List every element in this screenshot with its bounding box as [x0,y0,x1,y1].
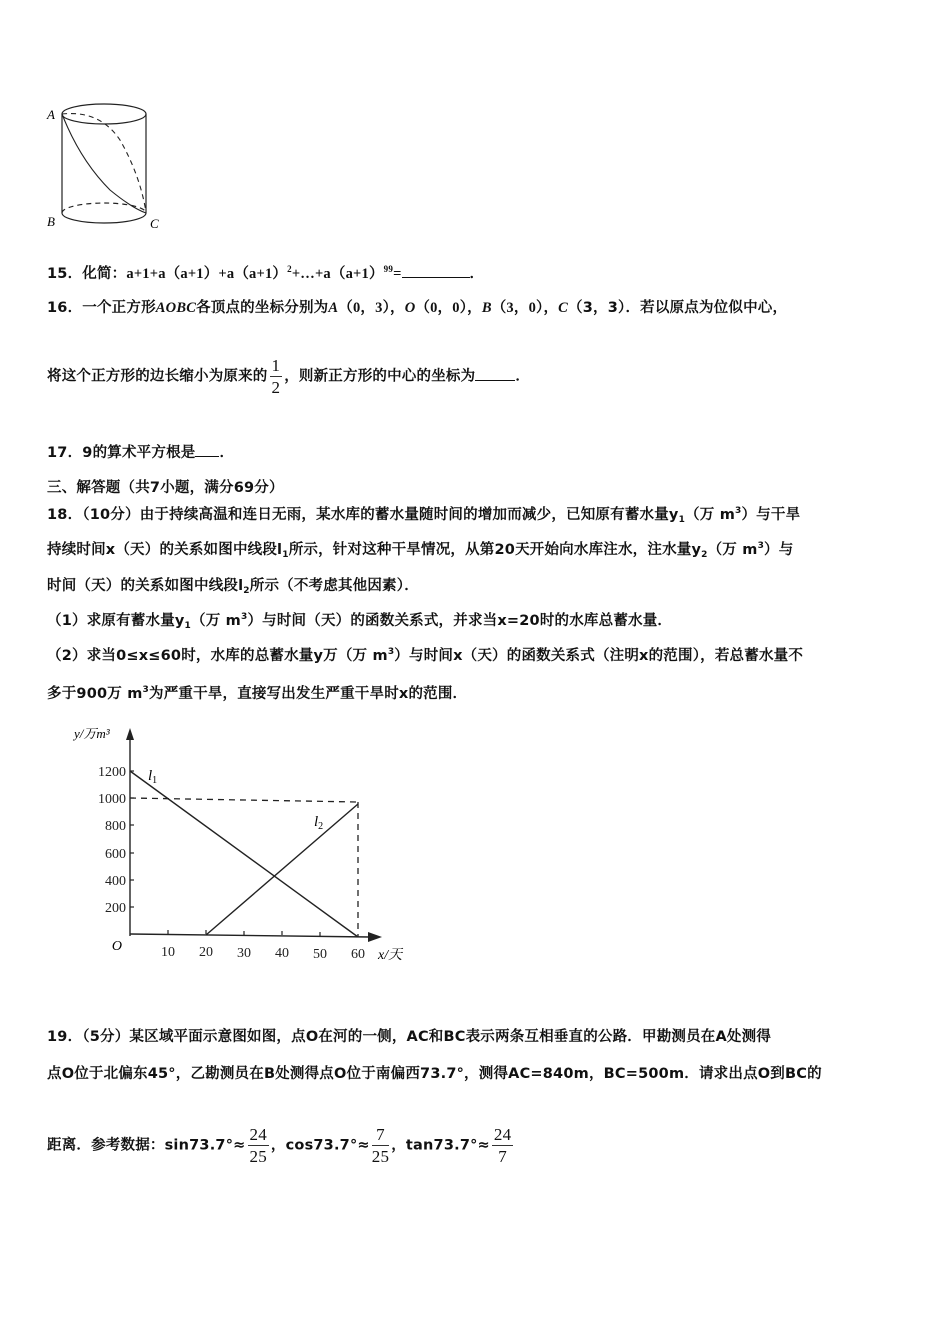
score: （5分） [82,1029,130,1045]
question-18-line-2: 持续时间x（天）的关系如图中线段$l_1$所示，针对这种干旱情况，从第20天开始向水库注水，注水量$y_2$（万 $m^3$）与 [47,541,794,560]
fraction-cos: $\frac{7}{25}$ [371,1125,390,1166]
cylinder-diagram [40,100,180,245]
coord-a: （0，3）， [338,300,405,316]
answer-blank[interactable] [475,368,515,381]
point-o: O [404,300,416,316]
text: （1）求原有蓄水量y [47,613,185,629]
question-16-line-1 [47,296,787,317]
y-axis-arrow-icon [126,728,134,740]
x-axis-label: x/天 [378,948,403,963]
svg-text:600: 600 [105,847,126,862]
question-15 [47,262,484,283]
question-19-line-1 [47,1025,771,1046]
text: ，cos73.7°≈ [270,1137,370,1154]
question-number: 19． [47,1029,83,1045]
text: （2）求当0≤x≤60时，水库的总蓄水量y万（万 m [47,648,388,664]
text: 一个正方形 [82,300,156,316]
line-l1 [130,771,358,937]
answer-blank[interactable] [402,265,470,278]
text: 各顶点的坐标分别为 [196,300,329,316]
svg-text:800: 800 [105,819,126,834]
period: ． [469,266,485,282]
text: 距离．参考数据：sin73.7°≈ [47,1137,246,1154]
text: 某区域平面示意图如图，点O在河的一侧，AC和BC表示两条互相垂直的公路．甲勘测员在A处测得 [129,1029,772,1045]
svg-text:50: 50 [313,947,327,962]
question-19-line-3 [47,1125,515,1166]
point-c: C [558,300,569,316]
label-l2: $l_2$ [314,814,324,832]
question-19-line-2 [47,1062,822,1083]
question-17 [47,441,234,462]
question-18-part-1: （1）求原有蓄水量$y_1$（万 $m^3$）与时间（天）的函数关系式，并求当x=20时的水库总蓄水量． [47,612,673,631]
fraction-sin: $\frac{24}{25}$ [249,1125,267,1166]
point-b-label: B [47,214,55,229]
question-prompt: 化简： [82,266,127,282]
text: 持续时间x（天）的关系如图中线段l [47,542,283,558]
svg-text:40: 40 [275,946,289,961]
question-18-part-2: （2）求当0≤x≤60时，水库的总蓄水量y万（万 $m^3$）与时间x（天）的函数关系式（注明x的范围），若总蓄水量不 [47,647,804,664]
text: 时间（天）的关系如图中线段l [47,578,244,594]
expression: $a+1+a(a+1)+a(a+1)^2+\dots+a(a+1)^{99}=$ [126,264,402,282]
coord-b: （3，0）， [491,300,559,316]
point-a: A [328,300,339,316]
chart-svg [70,722,420,992]
label-l1: $l_1$ [148,768,158,786]
svg-text:20: 20 [199,945,213,960]
period: ． [515,368,531,385]
svg-text:1200: 1200 [98,765,126,780]
fraction-one-half: $\frac{1}{2}$ [271,356,281,397]
svg-text:60: 60 [351,947,365,962]
line-l2 [206,804,358,935]
fraction-tan: $\frac{24}{7}$ [493,1125,512,1166]
guide-1000 [130,798,358,802]
section-heading [47,476,284,497]
text: 将这个正方形的边长缩小为原来的 [47,368,268,385]
question-number: 16． [47,300,83,316]
x-axis-arrow-icon [368,932,382,942]
text: ，则新正方形的中心的坐标为 [284,368,476,385]
question-18-part-2-line-2: 多于900万 $m^3$为严重干旱，直接写出发生严重干旱时x的范围． [47,685,468,702]
question-18-line-3: 时间（天）的关系如图中线段$l_2$所示（不考虑其他因素）． [47,578,419,596]
text: 由于持续高温和连日无雨，某水库的蓄水量随时间的增加而减少，已知原有蓄水量y [139,507,679,523]
square-name: AOBC [155,300,197,316]
section-title: 三、解答题（共7小题，满分69分） [47,480,284,496]
coord-c: （3，3）．若以原点为位似中心， [568,300,788,316]
point-c-label: C [150,216,159,231]
svg-text:200: 200 [105,901,126,916]
text: 点O位于北偏东45°，乙勘测员在B处测得点O位于南偏西73.7°，测得AC=840m，BC=500m．请求出点O到BC的 [47,1066,822,1082]
point-a-label: A [47,107,55,122]
period: ． [219,445,235,461]
question-number: 17． [47,445,83,461]
score: （10分） [82,507,140,523]
question-18-line-1: 18．（10分）由于持续高温和连日无雨，某水库的蓄水量随时间的增加而减少，已知原有蓄水量$y_1$（万 $m^3$）与干旱 [47,506,801,525]
origin-label: O [111,939,122,954]
water-storage-chart [70,722,420,992]
text: 多于900万 m [47,686,143,702]
svg-text:30: 30 [237,946,251,961]
cylinder-figure [40,100,180,245]
svg-text:400: 400 [105,874,126,889]
question-16-line-2 [47,356,530,397]
question-number: 18． [47,507,83,523]
point-b: B [481,300,492,316]
svg-text:10: 10 [161,945,175,960]
question-number: 15． [47,266,83,282]
y-axis-label: y/万m³ [74,726,110,741]
text: ，tan73.7°≈ [391,1137,490,1154]
coord-o: （0，0）， [415,300,482,316]
text: 9的算术平方根是 [82,445,196,461]
svg-text:1000: 1000 [98,792,126,807]
answer-blank[interactable] [195,444,219,457]
